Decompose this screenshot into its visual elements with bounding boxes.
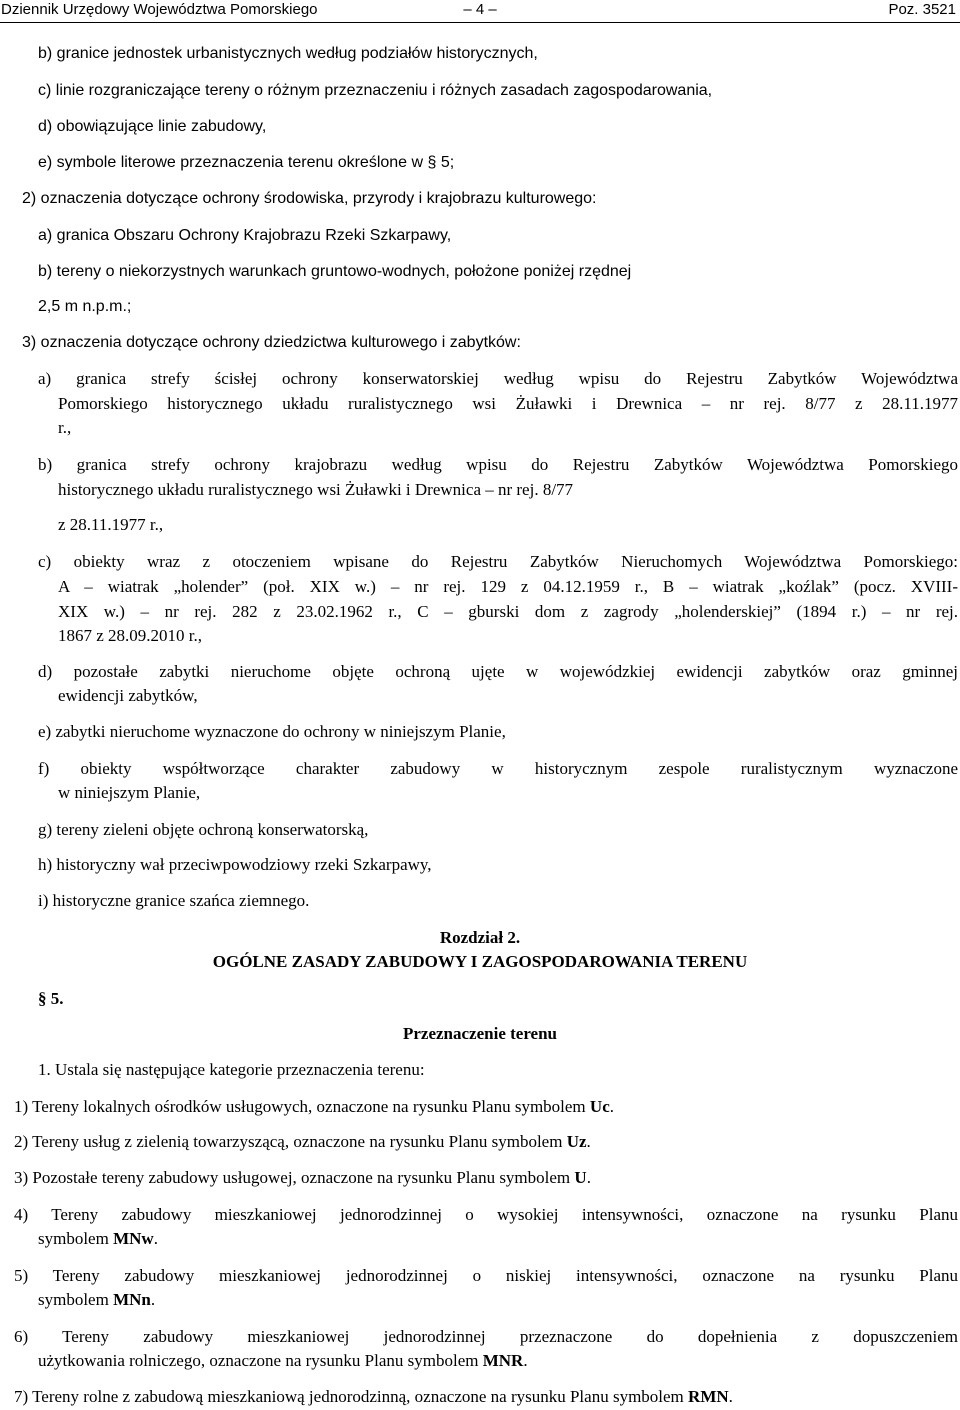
paragraph-1-intro: 1. Ustala się następujące kategorie przeznaczenia terenu: — [38, 1060, 425, 1079]
category-1: 1) Tereny lokalnych ośrodków usługowych, oznaczone na rysunku Planu symbolem Uc. — [14, 1097, 614, 1116]
item-2-environment: 2) oznaczenia dotyczące ochrony środowiska, przyrody i krajobrazu kulturowego: — [22, 190, 597, 207]
item-i-earthwork-borders: i) historyczne granice szańca ziemnego. — [38, 891, 310, 910]
item-b-ground-conditions: b) tereny o niekorzystnych warunkach gruntowo-wodnych, położone poniżej rzędnej — [38, 263, 632, 280]
chapter-heading: Rozdział 2. — [439, 928, 521, 947]
category-4: 4) Tereny zabudowy mieszkaniowej jednorodzinnej o wysokiej intensywności, oznaczone na rysunku Planu — [14, 1205, 958, 1224]
item-d-other-monuments-cont: ewidencji zabytków, — [58, 686, 198, 705]
item-b-landscape-protection-cont: historycznego układu ruralistycznego wsi Żuławki i Drewnica – nr rej. 8/77 — [58, 480, 574, 499]
item-b-ground-conditions-cont: 2,5 m n.p.m.; — [38, 298, 132, 315]
category-5: 5) Tereny zabudowy mieszkaniowej jednorodzinnej o niskiej intensywności, oznaczone na rysunku Planu — [14, 1266, 958, 1285]
item-e-designated-monuments: e) zabytki nieruchome wyznaczone do ochrony w niniejszym Planie, — [38, 722, 506, 741]
header-journal-title: Dziennik Urzędowy Województwa Pomorskiego — [1, 1, 318, 18]
symbol-mnn: MNn — [113, 1290, 151, 1309]
category-2: 2) Tereny usług z zielenią towarzyszącą, oznaczone na rysunku Planu symbolem Uz. — [14, 1132, 591, 1151]
item-a-strict-protection-cont: Pomorskiego historycznego układu ruralistycznego wsi Żuławki i Drewnica – nr rej. 8/77 z 28.11.1977 — [58, 394, 958, 413]
item-c-registered-objects: c) obiekty wraz z otoczeniem wpisane do Rejestru Zabytków Nieruchomych Województwa Pomorskiego: — [38, 552, 958, 571]
item-f-cocreating-objects-cont: w niniejszym Planie, — [58, 783, 201, 802]
symbol-uz: Uz — [566, 1132, 587, 1151]
item-c-registered-objects-4: 1867 z 28.09.2010 r., — [58, 626, 203, 645]
item-d-other-monuments: d) pozostałe zabytki nieruchome objęte ochroną ujęte w wojewódzkiej ewidencji zabytków oraz gminnej — [38, 662, 958, 681]
item-a-strict-protection-end: r., — [58, 418, 72, 437]
item-b-landscape-protection-end: z 28.11.1977 r., — [58, 515, 164, 534]
item-a-landscape-area: a) granica Obszaru Ochrony Krajobrazu Rzeki Szkarpawy, — [38, 227, 452, 244]
item-d-building-lines: d) obowiązujące linie zabudowy, — [38, 118, 267, 135]
header-position: Poz. 3521 — [888, 1, 956, 18]
page-header — [0, 0, 960, 23]
category-6-cont: użytkowania rolniczego, oznaczone na rysunku Planu symbolem MNR. — [38, 1351, 528, 1370]
item-f-cocreating-objects: f) obiekty współtworzące charakter zabudowy w historycznym zespole ruralistycznym wyznaczone — [38, 759, 958, 778]
category-6: 6) Tereny zabudowy mieszkaniowej jednorodzinnej przeznaczone do dopełnienia z dopuszczeniem — [14, 1327, 958, 1346]
item-g-protected-greenery: g) tereny zieleni objęte ochroną konserwatorską, — [38, 820, 369, 839]
item-b-urban-units: b) granice jednostek urbanistycznych według podziałów historycznych, — [38, 45, 538, 62]
item-h-flood-embankment: h) historyczny wał przeciwpowodziowy rzeki Szkarpawy, — [38, 855, 432, 874]
section-number: § 5. — [38, 989, 64, 1008]
category-5-cont: symbolem MNn. — [38, 1290, 156, 1309]
symbol-uc: Uc — [589, 1097, 610, 1116]
item-c-boundary-lines: c) linie rozgraniczające tereny o różnym przeznaczeniu i różnych zasadach zagospodarowania, — [38, 82, 713, 99]
symbol-mnw: MNw — [113, 1229, 154, 1248]
symbol-u: U — [574, 1168, 587, 1187]
item-c-registered-objects-3: XIX w.) – nr rej. 282 z 23.02.1962 r., C – gburski dom z zagrody „holenderskiej” (1894 r.) – nr rej. — [58, 602, 958, 621]
item-a-strict-protection: a) granica strefy ścisłej ochrony konserwatorskiej według wpisu do Rejestru Zabytków Województwa — [38, 369, 958, 388]
category-3: 3) Pozostałe tereny zabudowy usługowej, oznaczone na rysunku Planu symbolem U. — [14, 1168, 591, 1187]
header-page-number: – 4 – — [463, 1, 497, 18]
item-3-heritage: 3) oznaczenia dotyczące ochrony dziedzictwa kulturowego i zabytków: — [22, 334, 521, 351]
category-4-cont: symbolem MNw. — [38, 1229, 158, 1248]
item-e-letter-symbols: e) symbole literowe przeznaczenia terenu określone w § 5; — [38, 154, 455, 171]
category-7: 7) Tereny rolne z zabudową mieszkaniową jednorodzinną, oznaczone na rysunku Planu symbolem RMN. — [14, 1387, 733, 1406]
section-title: Przeznaczenie terenu — [402, 1024, 558, 1043]
symbol-mnr: MNR — [482, 1351, 524, 1370]
chapter-title: OGÓLNE ZASADY ZABUDOWY I ZAGOSPODAROWANIA TERENU — [212, 952, 748, 971]
symbol-rmn: RMN — [688, 1387, 729, 1406]
item-b-landscape-protection: b) granica strefy ochrony krajobrazu według wpisu do Rejestru Zabytków Województwa Pomorskiego — [38, 455, 958, 474]
item-c-registered-objects-2: A – wiatrak „holender” (poł. XIX w.) – nr rej. 129 z 04.12.1959 r., B – wiatrak „koźlak” (pocz. XVIII- — [58, 577, 958, 596]
